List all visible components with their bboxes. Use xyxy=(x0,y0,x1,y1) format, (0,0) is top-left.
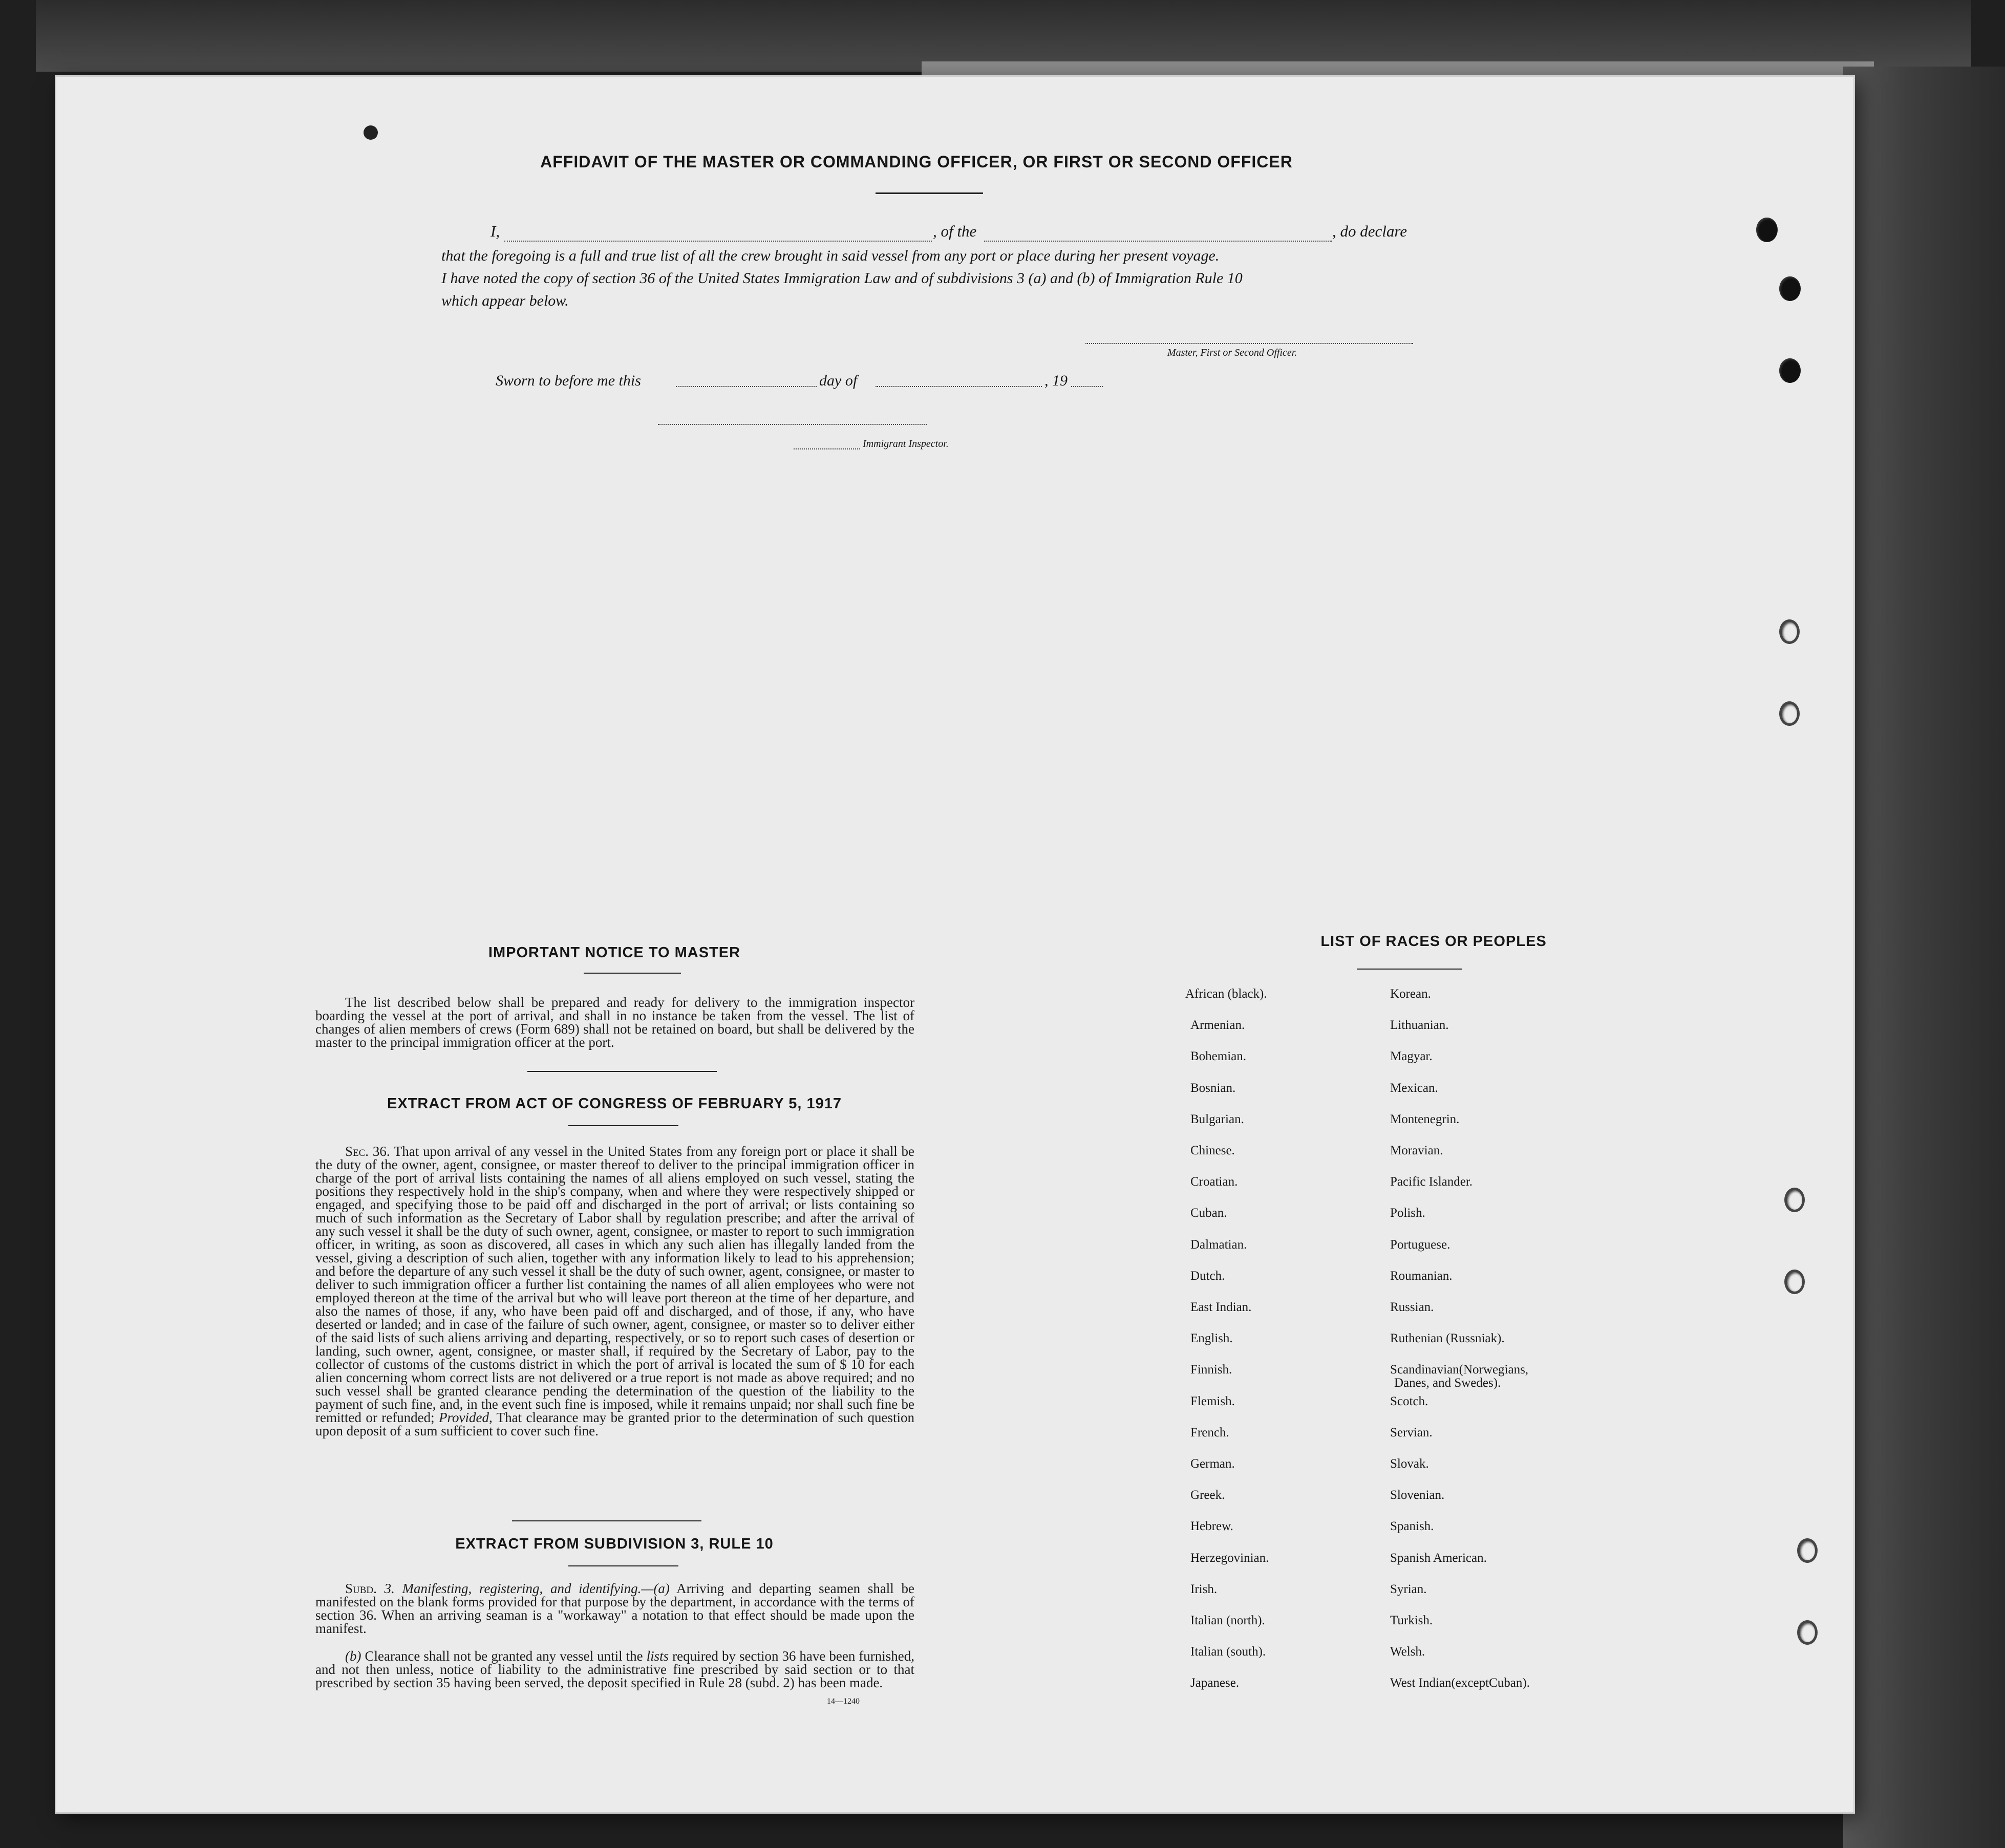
race-item: Scotch. xyxy=(1390,1394,1428,1408)
race-item: Bosnian. xyxy=(1190,1081,1236,1095)
year-label: , 19 xyxy=(1044,372,1068,389)
sworn-label: Sworn to before me this xyxy=(496,372,641,389)
notice-title: IMPORTANT NOTICE TO MASTER xyxy=(488,944,741,961)
punch-hole xyxy=(1797,1620,1818,1645)
affidavit-line-4: which appear below. xyxy=(441,292,569,309)
race-item: Lithuanian. xyxy=(1390,1018,1449,1033)
race-item: Mexican. xyxy=(1390,1081,1438,1095)
para-b-label: (b) xyxy=(345,1648,361,1664)
rule-title: EXTRACT FROM SUBDIVISION 3, RULE 10 xyxy=(455,1536,774,1552)
race-item: West Indian(exceptCuban). xyxy=(1390,1676,1530,1690)
race-item: Portuguese. xyxy=(1390,1237,1451,1252)
rule-rule xyxy=(568,1565,678,1566)
para-b-lists: lists xyxy=(646,1648,669,1664)
race-item: Scandinavian(Norwegians, xyxy=(1390,1363,1529,1377)
race-item: Greek. xyxy=(1190,1488,1225,1502)
race-item: Italian (south). xyxy=(1190,1645,1266,1659)
para-b-text-1: Clearance shall not be granted any vessel until the xyxy=(365,1648,643,1664)
act-divider xyxy=(512,1520,701,1521)
subd-heading: 3. Manifesting, registering, and identifying. xyxy=(384,1581,642,1596)
act-title: EXTRACT FROM ACT OF CONGRESS OF FEBRUARY 5, 1917 xyxy=(387,1095,842,1112)
race-item: Syrian. xyxy=(1390,1582,1427,1596)
punch-hole xyxy=(1779,701,1800,726)
race-item: Herzegovinian. xyxy=(1190,1551,1269,1565)
signer-caption: Master, First or Second Officer. xyxy=(1167,347,1297,358)
subd-label: Subd. xyxy=(345,1581,377,1596)
race-item: Magyar. xyxy=(1390,1049,1433,1064)
race-item: Montenegrin. xyxy=(1390,1112,1460,1126)
race-item: Roumanian. xyxy=(1390,1269,1453,1283)
binding-strip xyxy=(1843,67,2005,1848)
race-item: German. xyxy=(1190,1457,1235,1471)
inspector-signature-blank xyxy=(658,424,927,425)
officer-name-blank xyxy=(504,241,932,242)
race-item: French. xyxy=(1190,1425,1229,1439)
affidavit-i-label: I, xyxy=(490,222,500,240)
notice-text: The list described below shall be prepared and ready for delivery to the immigration inspector boarding the vessel at the port of arrival, and shall in no instance be taken from the vessel. The list of changes of alien members of crews (Form 689) shall not be retained on board, but shall be delivered by the master to the principal immigration officer at the port. xyxy=(315,995,914,1050)
ink-speck xyxy=(364,125,378,140)
race-item: Korean. xyxy=(1390,987,1431,1001)
subdivision-3b-text xyxy=(315,1649,914,1689)
sec-36-body: 36. That upon arrival of any vessel in the United States from any foreign port or place it shall be the duty of the owner, agent, consignee, or master thereof to deliver to the principal immigration officer in charge of the port of arrival lists containing the names of all aliens employed on such vessel, stating the positions they respectively hold in the ship's company, when and where they were respectively shipped or engaged, and specifying those to be paid off and discharged in the port of arrival; or lists containing so much of such information as the Secretary of Labor shall by regulation prescribe; and after the arrival of any such vessel it shall be the duty of such owner, agent, consignee, or master to report to such immigration officer, in writing, as soon as discovered, all cases in which any such alien has illegally landed from the vessel, giving a description of such alien, together with any information likely to lead to his apprehension; and before the departure of any such vessel it shall be the duty of such owner, agent, consignee, or master to deliver to such immigration officer a further list containing the names of all alien employees who were not employed thereon at the time of the arrival but who will leave port thereon at the time of her departure, and also the names of those, if any, who have been paid off and discharged, and of those, if any, who have deserted or landed; and in case of the failure of such owner, agent, consignee, or master so to deliver either of the said lists of such aliens arriving and departing, respectively, or so to report such cases of desertion or landing, such owner, agent, consignee, or master shall, if required by the Secretary of Labor, pay to the collector of customs of the customs district in which the port of arrival is located the sum of $ 10 for each alien concerning whom correct lists are not delivered or a true report is not made as above required; and no such vessel shall be granted clearance pending the determination of the question of the liability to the payment of such fine, and, in the event such fine is imposed, while it remains unpaid; nor shall such fine be remitted or refunded; xyxy=(315,1144,914,1425)
day-of-label: day of xyxy=(819,372,858,389)
race-item: Spanish. xyxy=(1390,1519,1434,1534)
affidavit-of-the-label: , of the xyxy=(933,222,977,240)
notice-rule xyxy=(584,973,681,974)
race-item: Slovak. xyxy=(1390,1457,1429,1471)
race-item: Russian. xyxy=(1390,1300,1434,1314)
race-item: Dalmatian. xyxy=(1190,1237,1247,1252)
day-blank xyxy=(676,386,817,387)
race-item: Croatian. xyxy=(1190,1175,1238,1189)
races-title: LIST OF RACES OR PEOPLES xyxy=(1320,933,1547,950)
race-item: Italian (north). xyxy=(1190,1614,1265,1627)
race-item: Flemish. xyxy=(1190,1394,1235,1408)
scanner-edge-top xyxy=(36,0,1971,72)
race-item: Bulgarian. xyxy=(1190,1112,1244,1126)
title-rule xyxy=(876,192,983,194)
race-item: Moravian. xyxy=(1390,1144,1443,1157)
notice-divider xyxy=(527,1071,717,1072)
affidavit-line-3: I have noted the copy of section 36 of the United States Immigration Law and of subdivisions 3 (a) and (b) of Immigration Rule 10 xyxy=(441,270,1243,287)
race-item: Dutch. xyxy=(1190,1269,1225,1283)
race-item: Servian. xyxy=(1390,1425,1433,1439)
punch-hole xyxy=(1779,358,1801,383)
subdivision-3-text xyxy=(315,1582,914,1635)
race-item: Polish. xyxy=(1390,1206,1425,1220)
punch-hole xyxy=(1779,619,1800,644)
signature-blank xyxy=(1085,343,1413,344)
punch-hole xyxy=(1797,1538,1818,1563)
race-item: East Indian. xyxy=(1190,1300,1252,1314)
affidavit-title: AFFIDAVIT OF THE MASTER OR COMMANDING OFFICER, OR FIRST OR SECOND OFFICER xyxy=(540,153,1293,171)
affidavit-line-2: that the foregoing is a full and true list of all the crew brought in said vessel from any port or place during her present voyage. xyxy=(441,247,1220,264)
race-item: Irish. xyxy=(1190,1582,1218,1596)
race-item: Hebrew. xyxy=(1190,1519,1233,1534)
sec-36-end: That clearance may be granted prior to the determination of such question upon deposit of a sum sufficient to cover such fine. xyxy=(315,1410,915,1438)
race-item: Bohemian. xyxy=(1190,1049,1247,1064)
act-rule xyxy=(568,1125,678,1126)
month-blank xyxy=(876,386,1042,387)
race-item: English. xyxy=(1190,1331,1233,1346)
race-item: African (black). xyxy=(1185,987,1267,1001)
punch-hole xyxy=(1784,1188,1805,1212)
race-item: Welsh. xyxy=(1390,1645,1425,1659)
sec-label: Sec. xyxy=(345,1144,369,1159)
race-item: Cuban. xyxy=(1190,1206,1227,1220)
race-item: Finnish. xyxy=(1190,1363,1232,1377)
race-item: Chinese. xyxy=(1190,1144,1235,1157)
document-page xyxy=(56,77,1853,1812)
punch-hole xyxy=(1756,218,1778,242)
section-36-text xyxy=(315,1145,914,1437)
vessel-name-blank xyxy=(984,241,1332,242)
race-item: Spanish American. xyxy=(1390,1551,1487,1565)
para-a-text: Arriving and departing seamen shall be manifested on the blank forms provided for that purpose by the department, in accordance with the terms of section 36. When an arriving seaman is a "workaway" a notation to that effect should be made upon the manifest. xyxy=(315,1581,915,1636)
punch-hole xyxy=(1784,1270,1805,1294)
race-item: Japanese. xyxy=(1190,1676,1240,1690)
year-blank xyxy=(1071,386,1103,387)
races-rule xyxy=(1357,969,1462,970)
race-item: Ruthenian (Russniak). xyxy=(1390,1331,1505,1346)
form-number: 14—1240 xyxy=(827,1697,860,1706)
affidavit-declare-label: , do declare xyxy=(1332,222,1407,240)
inspector-caption: Immigrant Inspector. xyxy=(863,438,949,449)
provided-label: Provided, xyxy=(439,1410,493,1425)
race-item: Armenian. xyxy=(1190,1018,1245,1033)
para-b-text-2: required by section 36 have been furnished, and not then unless, notice of liability to the administrative fine prescribed by said section or to that prescribed by section 35 having been served, the deposit specified in Rule 28 (subd. 2) has been made. xyxy=(315,1648,915,1690)
race-item: Slovenian. xyxy=(1390,1488,1445,1502)
inspector-title-blank xyxy=(794,448,860,449)
para-a-label: —(a) xyxy=(641,1581,670,1596)
race-item: Danes, and Swedes). xyxy=(1394,1376,1501,1390)
race-item: Turkish. xyxy=(1390,1614,1433,1627)
race-item: Pacific Islander. xyxy=(1390,1175,1473,1189)
punch-hole xyxy=(1779,276,1801,301)
